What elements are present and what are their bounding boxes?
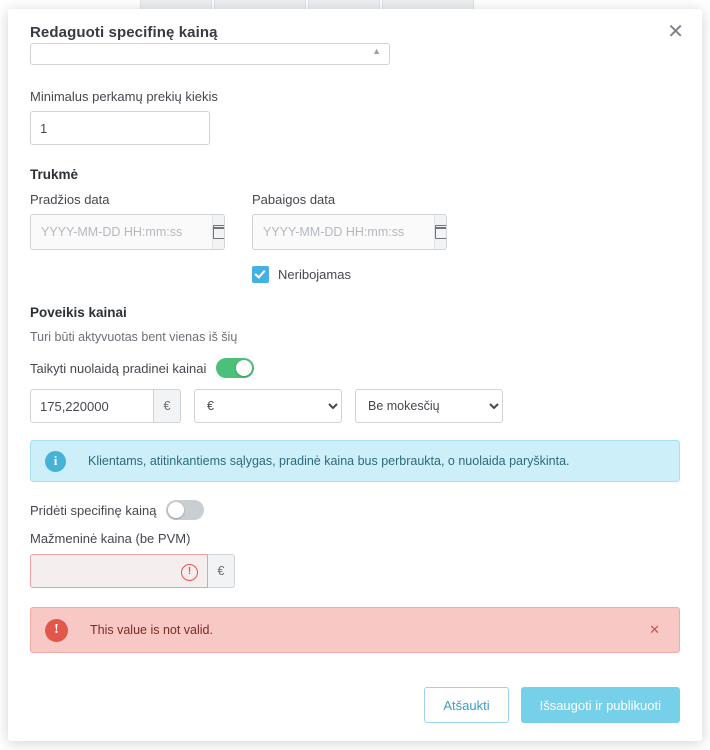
- retail-price-group: [30, 554, 680, 588]
- chevron-down-icon: ▲: [372, 46, 381, 56]
- add-specific-price-toggle-row: [30, 500, 680, 520]
- start-date-field[interactable]: [30, 214, 225, 250]
- end-date-group: [252, 192, 447, 250]
- error-exclamation-icon: !: [181, 564, 198, 581]
- retail-price-label: Mažmeninė kaina (be PVM): [30, 531, 191, 546]
- discount-amount-group: [30, 389, 181, 423]
- end-date-label: Pabaigos data: [252, 192, 336, 207]
- start-date-input[interactable]: [31, 215, 212, 249]
- currency-select[interactable]: [194, 389, 342, 423]
- cut-off-select[interactable]: [30, 43, 390, 65]
- save-and-publish-button[interactable]: Išsaugoti ir publikuoti: [521, 687, 680, 723]
- add-specific-price-label: Pridėti specifinę kainą: [30, 502, 157, 518]
- error-alert: [30, 607, 680, 653]
- apply-discount-toggle[interactable]: [216, 358, 254, 378]
- info-alert-message: Klientams, atitinkantiems sąlygas, pradinė kaina bus perbraukta, o nuolaida paryškinta.: [88, 454, 570, 468]
- error-circle-icon: !: [45, 619, 68, 642]
- error-alert-message: This value is not valid.: [90, 623, 213, 637]
- start-date-calendar-button[interactable]: [212, 215, 225, 249]
- duration-section-title: Trukmė: [30, 167, 79, 182]
- unlimited-label: Neribojamas: [278, 267, 351, 282]
- min-quantity-input[interactable]: [30, 111, 210, 145]
- apply-discount-label: Taikyti nuolaidą pradinei kainai: [30, 360, 207, 376]
- modal-footer: [8, 669, 702, 741]
- cancel-button[interactable]: Atšaukti: [424, 687, 508, 723]
- calendar-icon: [435, 225, 447, 239]
- retail-currency-addon: €: [208, 554, 235, 588]
- toggle-knob: [168, 502, 184, 518]
- unlimited-checkbox[interactable]: [252, 266, 269, 283]
- price-impact-helper: Turi būti aktyvuotas bent vienas iš šių: [30, 330, 238, 344]
- end-date-calendar-button[interactable]: [434, 215, 447, 249]
- page-title: Redaguoti specifinę kainą: [30, 23, 218, 41]
- toggle-knob: [236, 360, 252, 376]
- min-quantity-label: Minimalus perkamų prekių kiekis: [30, 89, 218, 104]
- discount-price-row: [30, 389, 680, 423]
- add-specific-price-toggle[interactable]: [166, 500, 204, 520]
- start-date-label: Pradžios data: [30, 192, 110, 207]
- discount-currency-addon: €: [154, 389, 181, 423]
- unlimited-checkbox-row[interactable]: [252, 266, 680, 283]
- info-alert: [30, 440, 680, 482]
- discount-amount-input[interactable]: [30, 389, 154, 423]
- end-date-input[interactable]: [253, 215, 434, 249]
- retail-price-input[interactable]: [30, 554, 208, 588]
- end-date-field[interactable]: [252, 214, 447, 250]
- tax-select[interactable]: [355, 389, 503, 423]
- apply-discount-toggle-row: [30, 358, 680, 378]
- modal-body: [8, 46, 702, 653]
- edit-specific-price-modal: [8, 9, 702, 741]
- calendar-icon: [213, 225, 225, 239]
- close-icon[interactable]: ✕: [643, 621, 666, 639]
- start-date-group: [30, 192, 225, 250]
- info-icon: i: [45, 451, 66, 472]
- price-impact-section-title: Poveikis kainai: [30, 305, 127, 320]
- close-icon[interactable]: ✕: [667, 21, 684, 43]
